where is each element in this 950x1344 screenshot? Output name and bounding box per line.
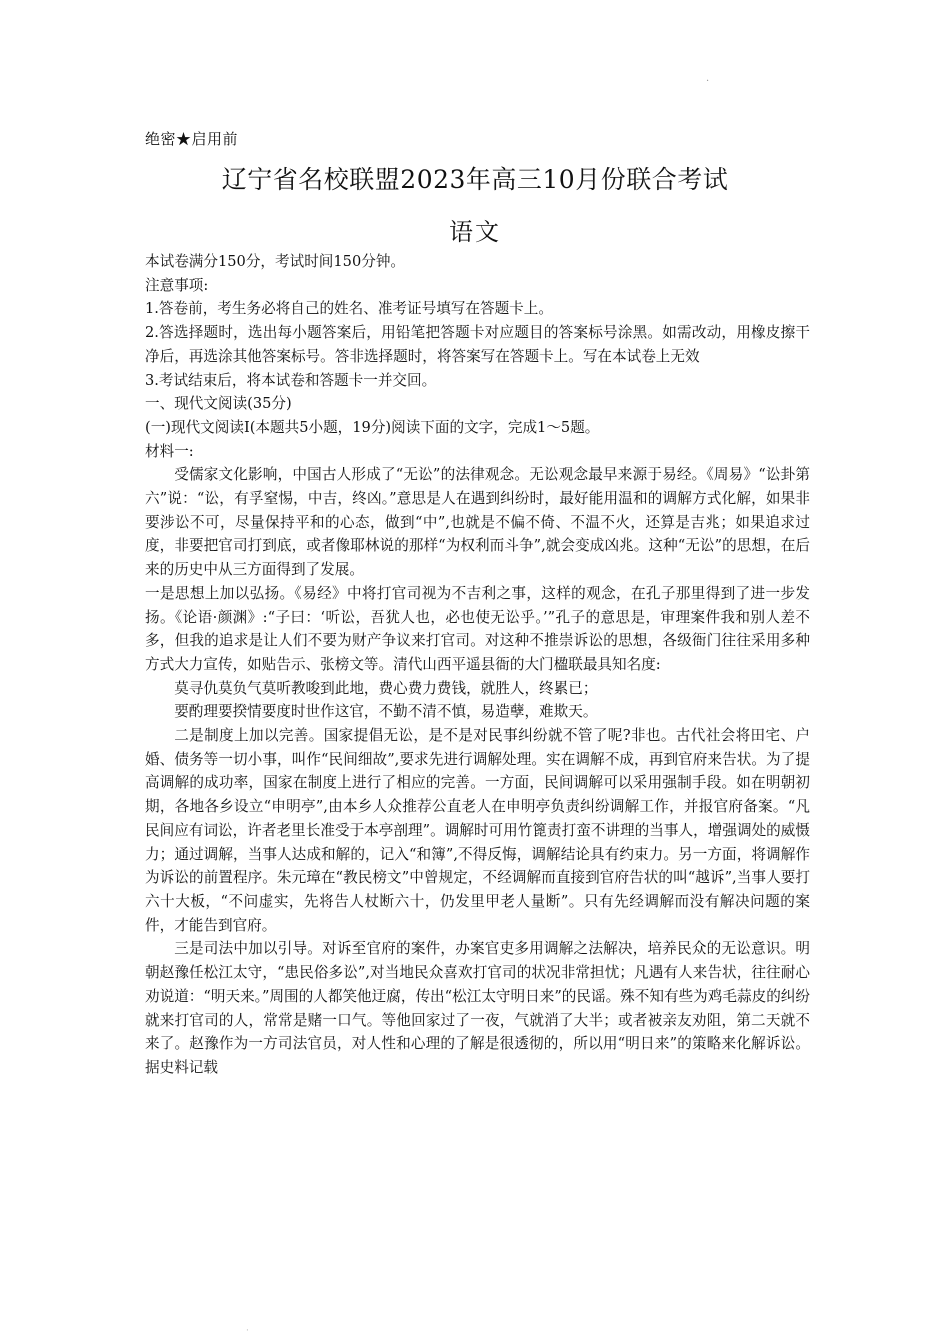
material-label: 材料一: (145, 442, 194, 460)
section-subheading: (一)现代文阅读I(本题共5小题，19分)阅读下面的文字，完成1～5题。 (145, 418, 600, 436)
notice-item-2: 2.答选择题时，选出每小题答案后，用铅笔把答题卡对应题目的答案标号涂黑。如需改动，用橡皮擦干净后，再选涂其他答案标号。答非选择题时，将答案写在答题卡上。写在本试卷上无效 (145, 324, 810, 365)
paragraph-3: 二是制度上加以完善。国家提倡无讼，是不是对民事纠纷就不管了呢?非也。古代社会将田宅、户婚、债务等一切小事，叫作“民间细故”,要求先进行调解处理。实在调解不成，再到官府来告状。为了提高调解的成功率，国家在制度上进行了相应的完善。一方面，民间调解可以采用强制手段。如在明朝初期，各地各乡设立“申明亭”,由本乡人众推荐公直老人在申明亭负责纠纷调解工作，并报官府备案。“凡民间应有词讼，许者老里长准受于本亭剖理”。调解时可用竹篦责打蛮不讲理的当事人，增强调处的威慑力；通过调解，当事人达成和解的，记入“和簿”,不得反悔，调解结论具有约束力。另一方面，将调解作为诉讼的前置程序。朱元璋在“教民榜文”中曾规定，不经调解而直接到官府告状的叫“越诉”,当事人要打六十大板，“不问虚实，先将告人杖断六十，仍发里甲老人量断”。只有先经调解而没有解决问题的案件，才能告到官府。 (145, 727, 810, 934)
paragraph-2: 一是思想上加以弘扬。《易经》中将打官司视为不吉利之事，这样的观念，在孔子那里得到了进一步发扬。《论语·颜渊》:“子曰：‘听讼，吾犹人也，必也使无讼乎。’”孔子的意思是，审理案件我和别人差不多，但我的追求是让人们不要为财产争议来打官司。对这种不推崇诉讼的思想，各级衙门往往采用多种方式大力宣传，如贴告示、张榜文等。清代山西平遥县衙的大门楹联最具知名度: (145, 584, 810, 673)
notice-item-3: 3.考试结束后，将本试卷和答题卡一并交回。 (145, 371, 437, 389)
corner-mark: · (706, 76, 710, 87)
paragraph-1: 受儒家文化影响，中国古人形成了“无讼”的法律观念。无讼观念最早来源于易经。《周易》“讼卦第六”说：“讼，有孚窒惕，中吉，终凶。”意思是人在遇到纠纷时，最好能用温和的调解方式化解，如果非要涉讼不可，尽量保持平和的心态，做到“中”,也就是不偏不倚、不温不火，还算是吉兆；如果追求过度，非要把官司打到底，或者像耶林说的那样“为权利而斗争”,就会变成凶兆。这种“无讼”的思想，在后来的历史中从三方面得到了发展。 (145, 466, 810, 579)
section-heading: 一、现代文阅读(35分) (145, 395, 292, 413)
exam-title: 辽宁省名校联盟2023年高三10月份联合考试 (221, 165, 729, 194)
score-time-info: 本试卷满分150分，考试时间150分钟。 (145, 253, 406, 270)
exam-body (145, 250, 810, 1080)
footer-mark: · (246, 1326, 249, 1336)
couplet-line-2: 要酌理要揆情要度时世作这官，不勤不清不慎，易造孽，难欺天。 (174, 703, 598, 721)
secrecy-label: 绝密★启用前 (145, 130, 239, 148)
subject-title: 语文 (449, 218, 501, 246)
paragraph-4: 三是司法中加以引导。对诉至官府的案件，办案官吏多用调解之法解决，培养民众的无讼意识。明朝赵豫任松江太守，“患民俗多讼”,对当地民众喜欢打官司的状况非常担忧；凡遇有人来告状，往往耐心劝说道：“明天来。”周围的人都笑他迂腐，传出“松江太守明日来”的民谣。殊不知有些为鸡毛蒜皮的纠纷就来打官司的人，常常是赌一口气。等他回家过了一夜，气就消了大半；或者被亲友劝阻，第二天就不来了。赵豫作为一方司法官员，对人性和心理的了解是很透彻的，所以用“明日来”的策略来化解诉讼。据史料记载 (145, 940, 810, 1076)
notice-heading: 注意事项: (145, 276, 209, 294)
notice-item-1: 1.答卷前，考生务必将自己的姓名、准考证号填写在答题卡上。 (145, 300, 553, 318)
couplet-line-1: 莫寻仇莫负气莫听教唆到此地，费心费力费钱，就胜人，终累已； (174, 679, 598, 697)
